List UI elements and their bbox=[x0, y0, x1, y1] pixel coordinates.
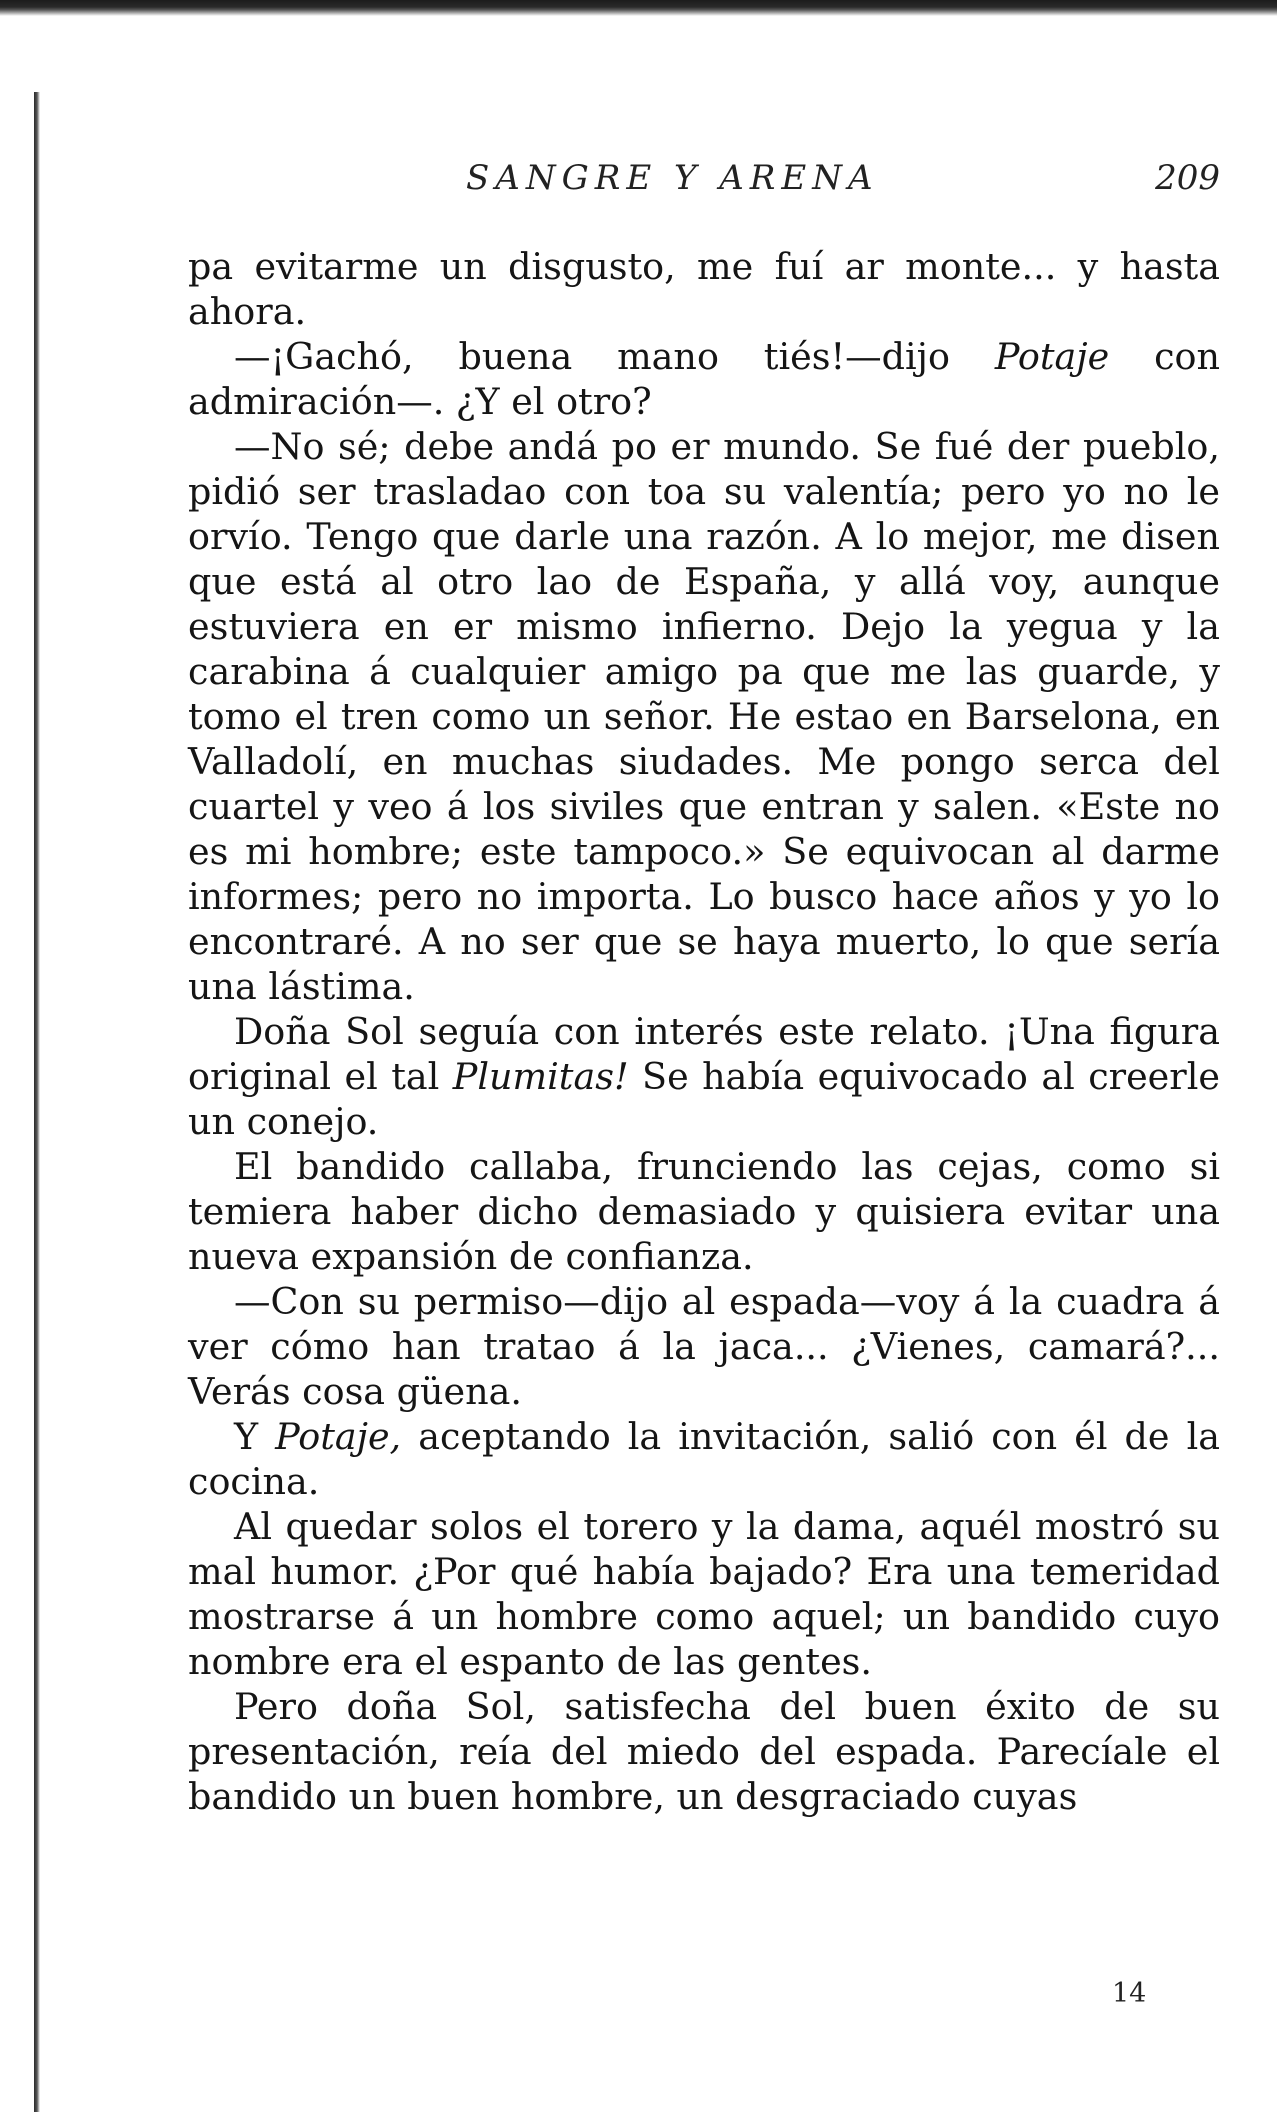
paragraph-5: El bandido callaba, frunciendo las cejas, como si temiera haber dicho demasiado y quisiera evitar una nueva expansión de confianza. bbox=[188, 1145, 1220, 1278]
character-name-plumitas: Plumitas! bbox=[452, 1055, 629, 1098]
page-number: 209 bbox=[1155, 158, 1220, 198]
body-text bbox=[188, 244, 1220, 1819]
scan-binding-edge bbox=[34, 92, 40, 2112]
paragraph-7: Y Potaje, aceptando la invitación, salió con él de la cocina. bbox=[188, 1415, 1220, 1503]
scan-top-edge bbox=[0, 0, 1277, 16]
paragraph-4: Doña Sol seguía con interés este relato. ¡Una figura original el tal Plumitas! Se había equivocado al creerle un conejo. bbox=[188, 1010, 1221, 1143]
paragraph-9: Pero doña Sol, satisfecha del buen éxito de su presentación, reía del miedo del espada. Parecíale el bandido un buen hombre, un desgraciado cuyas bbox=[188, 1685, 1220, 1818]
paragraph-2: —¡Gachó, buena mano tiés!—dijo Potaje con admiración—. ¿Y el otro? bbox=[188, 335, 1220, 423]
paragraph-6: —Con su permiso—dijo al espada—voy á la cuadra á ver cómo han tratao á la jaca... ¿Vienes, camará?... Verás cosa güena. bbox=[188, 1280, 1220, 1413]
printer-signature: 14 bbox=[1112, 1978, 1147, 2009]
paragraph-1: pa evitarme un disgusto, me fuí ar monte... y hasta ahora. bbox=[188, 245, 1220, 333]
running-title: SANGRE Y ARENA bbox=[466, 158, 879, 198]
paragraph-8: Al quedar solos el torero y la dama, aquél mostró su mal humor. ¿Por qué había bajado? Era una temeridad mostrarse á un hombre como aquel; un bandido cuyo nombre era el espanto de las gentes. bbox=[188, 1505, 1220, 1683]
paragraph-3: —No sé; debe andá po er mundo. Se fué der pueblo, pidió ser trasladao con toa su valentía; pero yo no le orvío. Tengo que darle una razón. A lo mejor, me disen que está al otro lao de España, y allá voy, aunque estuviera en er mismo infierno. Dejo la yegua y la carabina á cualquier amigo pa que me las guarde, y tomo el tren como un señor. He estao en Barselona, en Valladolí, en muchas siudades. Me pongo serca del cuartel y veo á los siviles que entran y salen. «Este no es mi hombre; este tampoco.» Se equivocan al darme informes; pero no importa. Lo busco hace años y yo lo encontraré. A no ser que se haya muerto, lo que sería una lástima. bbox=[188, 425, 1220, 1008]
character-name-potaje-2: Potaje, bbox=[275, 1415, 402, 1458]
running-head bbox=[190, 158, 1220, 206]
character-name-potaje: Potaje bbox=[994, 335, 1110, 378]
